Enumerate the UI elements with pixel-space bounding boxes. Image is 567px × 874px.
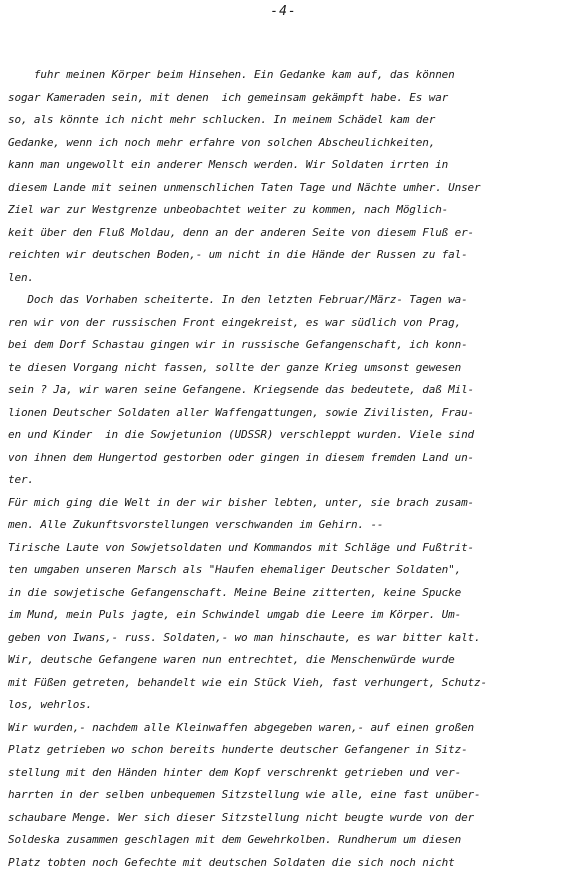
text-line: Doch das Vorhaben scheiterte. In den letzten Februar/März- Tagen wa- — [8, 289, 560, 312]
text-line: len. — [8, 267, 560, 290]
text-line: mit Füßen getreten, behandelt wie ein Stück Vieh, fast verhungert, Schutz- — [8, 672, 560, 695]
text-line: stellung mit den Händen hinter dem Kopf verschrenkt getrieben und ver- — [8, 762, 560, 785]
text-line: Für mich ging die Welt in der wir bisher lebten, unter, sie brach zusam- — [8, 492, 560, 515]
text-line: Gedanke, wenn ich noch mehr erfahre von solchen Abscheulichkeiten, — [8, 132, 560, 155]
text-line: diesem Lande mit seinen unmenschlichen Taten Tage und Nächte umher. Unser — [8, 177, 560, 200]
text-line: Soldeska zusammen geschlagen mit dem Gewehrkolben. Rundherum um diesen — [8, 829, 560, 852]
text-line: ren wir von der russischen Front eingekreist, es war südlich von Prag, — [8, 312, 560, 335]
text-line: Platz getrieben wo schon bereits hunderte deutscher Gefangener in Sitz- — [8, 739, 560, 762]
text-line: von ihnen dem Hungertod gestorben oder gingen in diesem fremden Land un- — [8, 447, 560, 470]
text-line: lionen Deutscher Soldaten aller Waffengattungen, sowie Zivilisten, Frau- — [8, 402, 560, 425]
text-line: so, als könnte ich nicht mehr schlucken. In meinem Schädel kam der — [8, 109, 560, 132]
text-line: sein ? Ja, wir waren seine Gefangene. Kriegsende das bedeutete, daß Mil- — [8, 379, 560, 402]
text-line: in die sowjetische Gefangenschaft. Meine Beine zitterten, keine Spucke — [8, 582, 560, 605]
text-line: los, wehrlos. — [8, 694, 560, 717]
text-line: geben von Iwans,- russ. Soldaten,- wo man hinschaute, es war bitter kalt. — [8, 627, 560, 650]
text-line: im Mund, mein Puls jagte, ein Schwindel umgab die Leere im Körper. Um- — [8, 604, 560, 627]
text-line: bei dem Dorf Schastau gingen wir in russische Gefangenschaft, ich konn- — [8, 334, 560, 357]
text-line: Wir, deutsche Gefangene waren nun entrechtet, die Menschenwürde wurde — [8, 649, 560, 672]
text-line: en und Kinder in die Sowjetunion (UDSSR) verschleppt wurden. Viele sind — [8, 424, 560, 447]
text-line: fuhr meinen Körper beim Hinsehen. Ein Gedanke kam auf, das können — [8, 64, 560, 87]
text-line: schaubare Menge. Wer sich dieser Sitzstellung nicht beugte wurde von der — [8, 807, 560, 830]
text-line: Tirische Laute von Sowjetsoldaten und Kommandos mit Schläge und Fußtrit- — [8, 537, 560, 560]
text-line: sogar Kameraden sein, mit denen ich gemeinsam gekämpft habe. Es war — [8, 87, 560, 110]
text-line: keit über den Fluß Moldau, denn an der anderen Seite von diesem Fluß er- — [8, 222, 560, 245]
text-line: Platz tobten noch Gefechte mit deutschen Soldaten die sich noch nicht — [8, 852, 560, 874]
text-line: harrten in der selben unbequemen Sitzstellung wie alle, eine fast unüber- — [8, 784, 560, 807]
body-text — [8, 64, 560, 874]
text-line: Wir wurden,- nachdem alle Kleinwaffen abgegeben waren,- auf einen großen — [8, 717, 560, 740]
text-line: te diesen Vorgang nicht fassen, sollte der ganze Krieg umsonst gewesen — [8, 357, 560, 380]
text-line: Ziel war zur Westgrenze unbeobachtet weiter zu kommen, nach Möglich- — [8, 199, 560, 222]
text-line: men. Alle Zukunftsvorstellungen verschwanden im Gehirn. -- — [8, 514, 560, 537]
text-line: kann man ungewollt ein anderer Mensch werden. Wir Soldaten irrten in — [8, 154, 560, 177]
text-line: reichten wir deutschen Boden,- um nicht in die Hände der Russen zu fal- — [8, 244, 560, 267]
text-line: ten umgaben unseren Marsch als "Haufen ehemaliger Deutscher Soldaten", — [8, 559, 560, 582]
page-number: -4- — [0, 4, 567, 19]
text-line: ter. — [8, 469, 560, 492]
